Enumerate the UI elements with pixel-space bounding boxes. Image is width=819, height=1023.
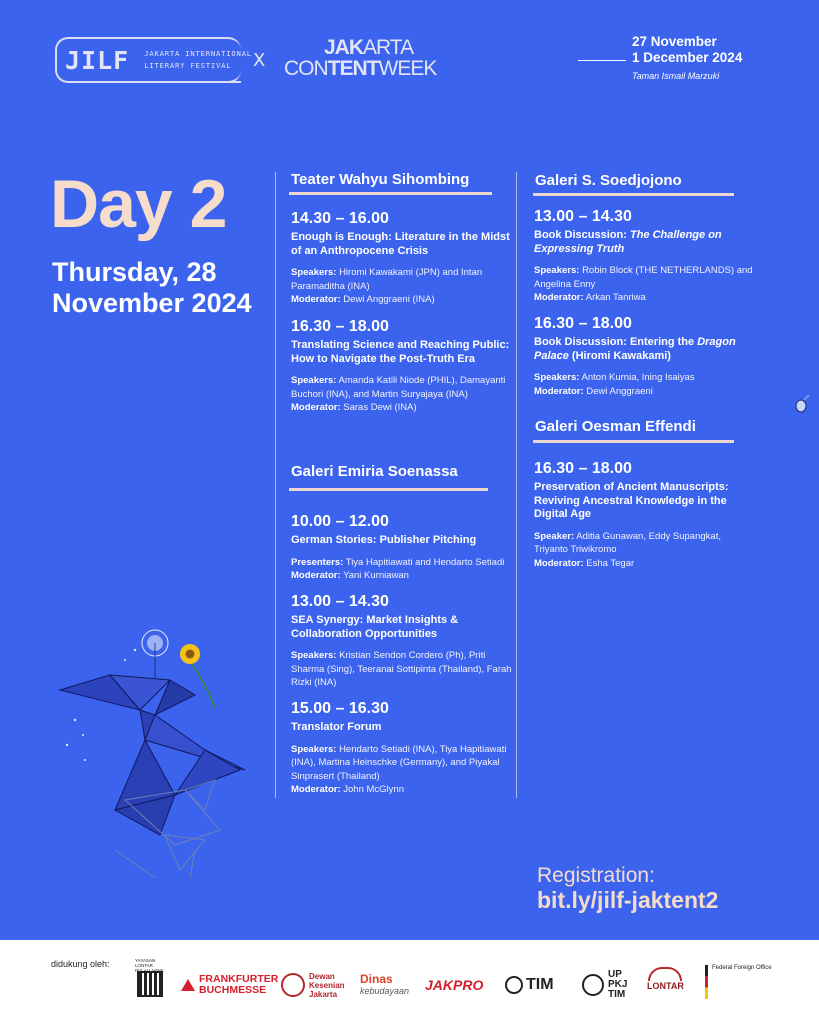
session-speakers: Speakers: Robin Block (THE NETHERLANDS) and Angelina Enny — [534, 265, 753, 290]
sponsor-yayasan-label: YAYASAN LONTAR PULAU JAWA — [135, 958, 164, 973]
session-title: Book Discussion: The Challenge on Expressing Truth — [534, 229, 722, 255]
session-speakers: Speakers: Hiromi Kawakami (JPN) and Intan Paramaditha (INA) — [291, 267, 483, 292]
session-speakers: Speakers: Anton Kurnia, Ining Isaiyas Moderator: Dewi Anggraeni — [534, 372, 695, 397]
sponsor-jakpro: JAKPRO — [425, 977, 484, 993]
origami-bird-icon — [60, 675, 245, 835]
venue-galeri-oesman-effendi: Galeri Oesman Effendi — [535, 418, 696, 435]
collab-x: X — [253, 50, 266, 71]
session-title: Preservation of Ancient Manuscripts: Reviving Ancestral Knowledge in the Digital Age — [534, 481, 729, 520]
session-speakers: Speaker: Aditia Gunawan, Eddy Supangkat, Triyanto Triwikromo — [534, 530, 721, 555]
session-presenters: Presenters: Tiya Hapitiawati and Hendarto Setiadi Moderator: Yani Kurniawan — [291, 556, 505, 581]
session-card — [291, 593, 516, 690]
venue-galeri-emiria-soenassa: Galeri Emiria Soenassa — [291, 463, 458, 480]
water-drop-icon — [794, 394, 810, 414]
session-card — [291, 700, 516, 797]
origami-bird-illustration — [55, 620, 270, 880]
supported-by-label: didukung oleh: — [51, 959, 110, 969]
venue-teater-wahyu-sihombing: Teater Wahyu Sihombing — [291, 171, 470, 188]
frankfurter-logo-icon — [181, 979, 195, 991]
lontar-logo-icon — [648, 967, 682, 981]
session-time: 16.30 – 18.00 — [534, 460, 632, 477]
festival-date-end: 1 December 2024 — [632, 50, 743, 65]
session-time: 15.00 – 16.30 — [291, 700, 389, 717]
day-title: Day 2 — [50, 166, 227, 242]
venue-underline — [289, 192, 492, 195]
session-moderator: Moderator: Arkan Tanriwa — [534, 292, 646, 303]
session-time: 14.30 – 16.00 — [291, 210, 389, 227]
qr-code-icon — [137, 971, 163, 997]
jct-logo-row1: JAKARTA — [324, 36, 414, 59]
dandelion-icon — [142, 630, 168, 680]
column-divider-left — [275, 172, 276, 798]
up-pkj-tim-label: UP PKJ TIM — [608, 969, 628, 1000]
date-divider — [578, 60, 626, 61]
dkj-logo-icon — [281, 973, 305, 997]
frankfurter-label: FRANKFURTER BUCHMESSE — [199, 973, 279, 996]
german-flag-icon — [705, 965, 708, 999]
session-title: German Stories: Publisher Pitching — [291, 534, 477, 546]
session-moderator: Moderator: Dewi Anggraeni (INA) — [291, 294, 435, 305]
dkj-label: Dewan Kesenian Jakarta — [309, 971, 345, 999]
sponsor-frankfurter-buchmesse — [181, 967, 278, 1003]
session-time: 10.00 – 12.00 — [291, 513, 389, 530]
registration-label: Registration: — [537, 864, 655, 887]
venue-underline — [533, 193, 734, 196]
session-moderator: Moderator: John McGlynn — [291, 784, 404, 795]
session-speakers: Speakers: Amanda Katili Niode (PHIL), Damayanti Buchori (INA), and Martin Suryajaya (INA) — [291, 375, 506, 400]
session-title: Translator Forum — [291, 721, 382, 733]
sponsor-federal-foreign-office — [705, 965, 772, 1001]
venue-underline — [289, 488, 488, 491]
session-title: Translating Science and Reaching Public: How to Navigate the Post-Truth Era — [291, 339, 510, 365]
jilf-logo-mark: JILF — [65, 45, 130, 75]
sponsor-dinas-kebudayaan — [360, 967, 409, 1003]
session-speakers: Speakers: Hendarto Setiadi (INA), Tiya Hapitiawati (INA), Martina Heinschke (Germany), and Piyakal Sinprasert (Thailand) — [291, 743, 507, 782]
festival-venue: Taman Ismail Marzuki — [632, 71, 720, 81]
lontar-label: LONTAR — [647, 981, 684, 991]
sponsor-dewan-kesenian-jakarta — [281, 967, 345, 1003]
session-time: 13.00 – 14.30 — [534, 208, 632, 225]
jakarta-content-week-logo — [284, 34, 437, 84]
session-title: SEA Synergy: Market Insights & Collaboration Opportunities — [291, 614, 459, 640]
sponsor-up-pkj-tim — [582, 967, 627, 1003]
festival-dates — [632, 34, 742, 66]
session-title: Book Discussion: Entering the Dragon Palace (Hiromi Kawakami) — [534, 336, 736, 362]
session-time: 16.30 – 18.00 — [291, 318, 389, 335]
session-card — [291, 318, 516, 415]
jilf-logo — [55, 37, 252, 83]
session-card — [534, 460, 759, 570]
column-divider-right — [516, 172, 517, 798]
session-card — [534, 208, 759, 305]
venue-underline — [533, 440, 734, 443]
session-card — [291, 210, 516, 307]
day-date: Thursday, 28 November 2024 — [52, 257, 252, 318]
session-moderator: Moderator: Saras Dewi (INA) — [291, 402, 417, 413]
session-card — [291, 513, 516, 583]
sponsor-footer — [0, 940, 819, 1023]
tim-logo-icon — [505, 976, 523, 994]
jilf-logo-name: JAKARTA INTERNATIONAL LITERARY FESTIVAL — [144, 49, 252, 70]
session-time: 13.00 – 14.30 — [291, 593, 389, 610]
venue-galeri-s-soedjojono: Galeri S. Soedjojono — [535, 172, 682, 189]
festival-date-start: 27 November — [632, 34, 717, 49]
session-moderator: Moderator: Esha Tegar — [534, 557, 635, 569]
up-pkj-tim-logo-icon — [582, 974, 604, 996]
sponsor-lontar — [647, 967, 684, 1003]
sponsor-tim — [505, 967, 554, 1003]
session-time: 16.30 – 18.00 — [534, 315, 632, 332]
jct-logo-row2: CONTENTWEEK — [284, 57, 437, 80]
session-card — [534, 315, 759, 398]
registration-link[interactable]: bit.ly/jilf-jaktent2 — [537, 887, 719, 913]
tim-label: TIM — [526, 976, 554, 993]
session-speakers: Speakers: Kristian Sendon Cordero (Ph), Priti Sharma (Sing), Teeranai Sottipinta (Thailand), Farah Rizki (INA) — [291, 650, 512, 688]
ffo-label: Federal Foreign Office — [712, 965, 772, 971]
dinas-label: Dinas kebudayaan — [360, 972, 410, 996]
sponsor-yayasan-lontar — [135, 958, 165, 998]
session-title: Enough is Enough: Literature in the Midst of an Anthropocene Crisis — [291, 231, 510, 257]
